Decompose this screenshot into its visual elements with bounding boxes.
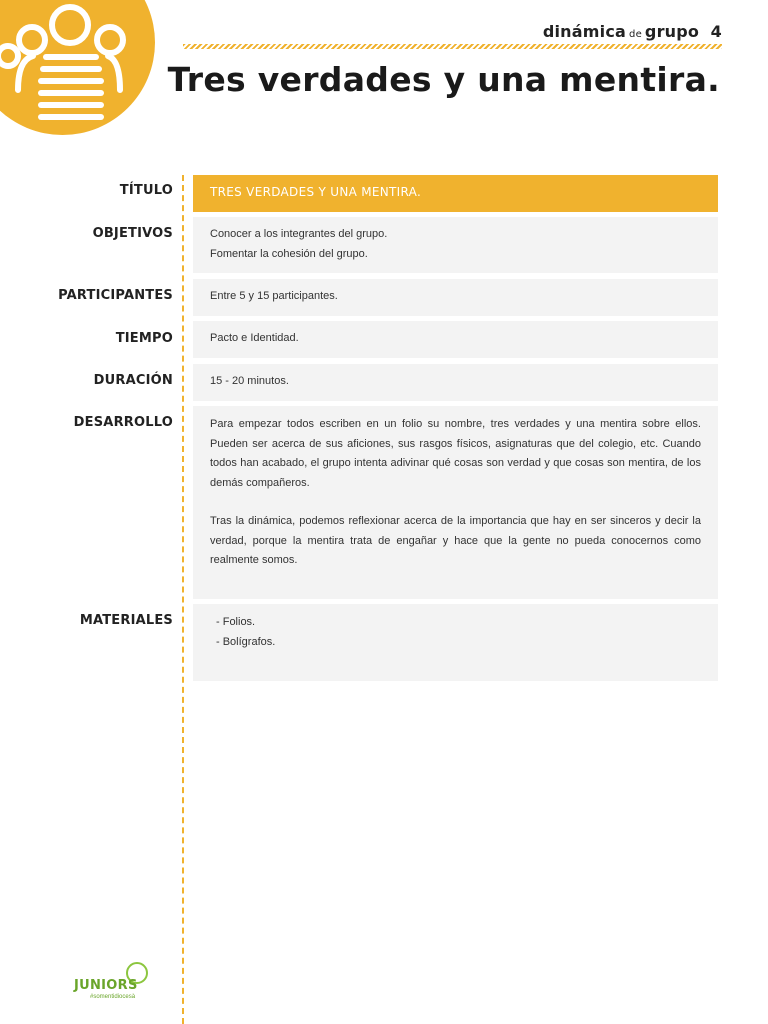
duracion-box — [193, 364, 718, 401]
tag-number: 4 — [710, 22, 722, 41]
juniors-logo — [74, 962, 159, 1006]
objetivos-line: Fomentar la cohesión del grupo. — [210, 247, 368, 260]
duracion-value: 15 - 20 minutos. — [210, 375, 289, 387]
materiales-line: - Bolígrafos. — [216, 635, 276, 648]
desarrollo-box — [193, 406, 718, 599]
objetivos-box — [193, 217, 718, 273]
tag-main: dinámica — [542, 22, 627, 41]
label-desarrollo: DESARROLLO — [73, 415, 173, 430]
header-divider — [183, 44, 722, 49]
label-objetivos: OBJETIVOS — [92, 226, 173, 241]
materiales-box — [193, 604, 718, 681]
objetivos-line: Conocer a los integrantes del grupo. — [210, 228, 388, 240]
label-duracion: DURACIÓN — [93, 373, 173, 388]
label-titulo: TÍTULO — [119, 183, 173, 198]
tiempo-value: Pacto e Identidad. — [210, 332, 299, 344]
juniors-logo-subtext: #somentidiocesà — [90, 994, 136, 1000]
desarrollo-paragraph: Para empezar todos escriben en un folio su nombre, tres verdades y una mentira sobre ellos. Pueden ser acerca de sus aficiones, sus rasgos físicos, asignaturas que del colegio, etc. Cuando todos han acabado, el grupo intenta adivinar qué cosas son verdad y que cosas son mentira, de los demás compañeros. — [210, 418, 701, 489]
tag-group: grupo — [644, 22, 700, 41]
group-logo-icon — [0, 0, 155, 135]
participantes-box — [193, 279, 718, 316]
label-materiales: MATERIALES — [79, 613, 173, 628]
vertical-dashed-divider — [182, 175, 184, 1024]
tiempo-box — [193, 321, 718, 358]
label-participantes: PARTICIPANTES — [58, 288, 173, 303]
materiales-line: - Folios. — [216, 616, 256, 628]
page-title: Tres verdades y una mentira. — [167, 60, 720, 99]
desarrollo-paragraph: Tras la dinámica, podemos reflexionar acerca de la importancia que hay en ser sinceros y decir la verdad, porque la mentira trata de engañar y hace que la gente no pueda conocernos como realmente somos. — [210, 515, 701, 566]
label-tiempo: TIEMPO — [115, 331, 173, 346]
tag-small: de — [629, 29, 642, 40]
juniors-logo-text: JUNIORS — [74, 978, 138, 993]
titulo-box — [193, 175, 718, 212]
dynamic-group-tag — [543, 22, 722, 41]
participantes-value: Entre 5 y 15 participantes. — [210, 290, 338, 302]
titulo-value: TRES VERDADES Y UNA MENTIRA. — [210, 185, 422, 199]
